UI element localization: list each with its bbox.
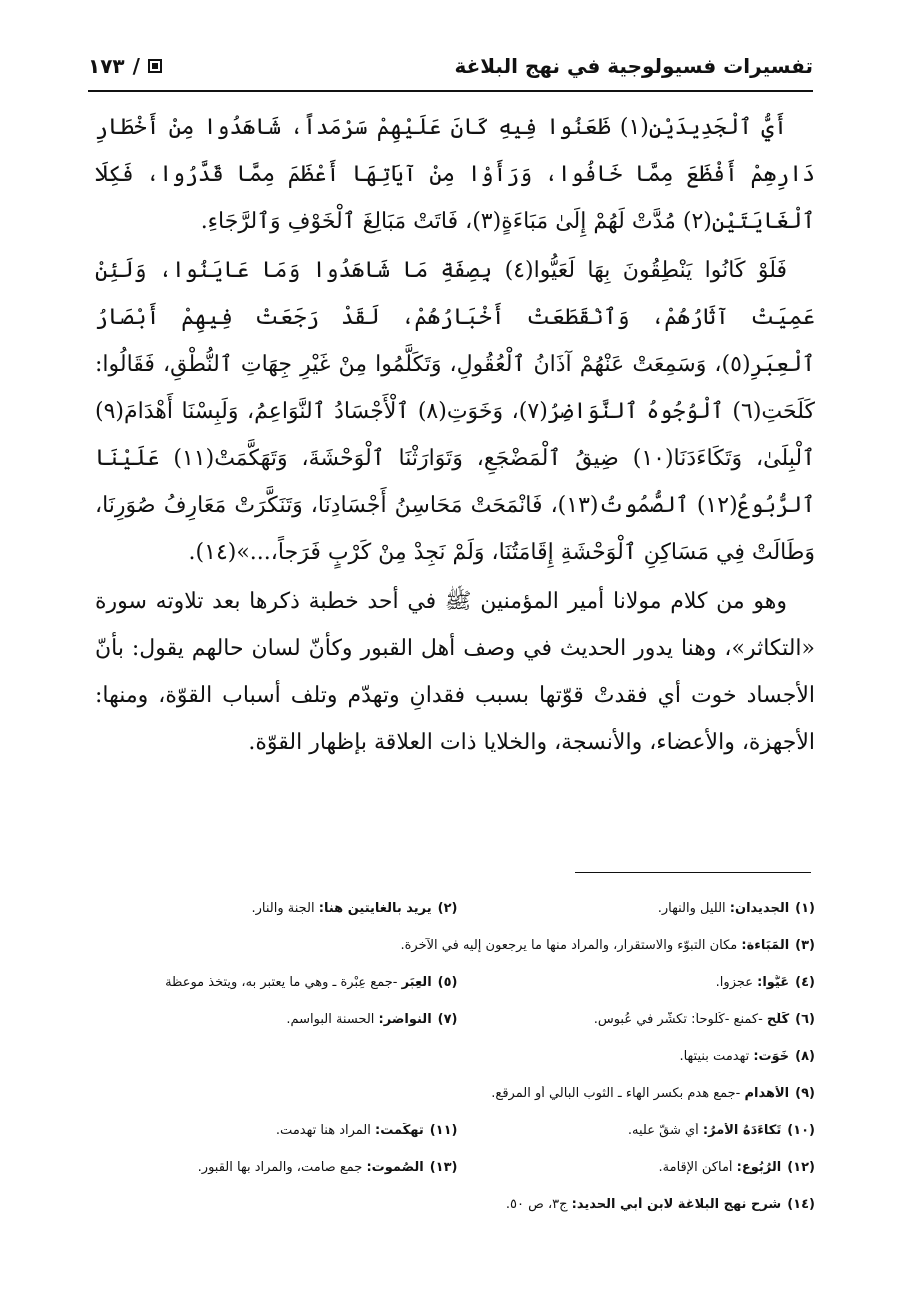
footnote-row	[100, 1149, 815, 1186]
footnote-separator	[575, 872, 811, 873]
footnote-5: (٥)العِبَر -جمع عِبْرة ـ وهي ما يعتبر به، ويتخذ موعظة	[165, 975, 458, 990]
footnote-4: (٤)عَيُّوا: عجزوا.	[715, 975, 815, 990]
footnote-7: (٧)النواضر: الحسنة البواسم.	[286, 1012, 458, 1027]
footnote-9: (٩)الأهدام -جمع هدم بكسر الهاء ـ الثوب البالي أو المرقع.	[491, 1086, 815, 1101]
footnote-10: (١٠)تَكاءَدَهُ الأمرُ: أي شقّ عليه.	[627, 1123, 815, 1138]
square-ornament-icon	[148, 59, 162, 73]
footnote-row	[100, 1038, 815, 1075]
footnote-14: (١٤)شرح نهج البلاغة لابن أبي الحديد: ج٣، ص ٥٠.	[505, 1197, 815, 1212]
footnote-3: (٣)المَبَاءة: مكان التبوّء والاستقرار، والمراد منها ما يرجعون إليه في الآخرة.	[400, 938, 815, 953]
page-number-block	[88, 54, 162, 78]
footnote-6: (٦)كَلَح -كمنع -كُلُوحاً: تكشّر في عُبوس.	[593, 1012, 815, 1027]
quote-paragraph-1: أَيُّ ٱلْجَدِيدَيْنِ(١) ظَعَنُوا فِيهِ كَانَ عَلَيْهِمْ سَرْمَداً، شَاهَدُوا مِنْ أَخْطَارِ دَارِهِمْ أَفْظَعَ مِمَّا خَافُوا، وَرَأَوْا مِنْ آيَاتِهَا أَعْظَمَ مِمَّا قَدَّرُوا، فَكِلَا ٱلْغَايَتَيْنِ(٢) مُدَّتْ لَهُمْ إِلَىٰ مَبَاءَةٍ(٣)، فَاتَتْ مَبَالِغَ ٱلْخَوْفِ وَٱلرَّجَاءِ.	[95, 115, 815, 234]
footnote-2: (٢)يريد بالغايتين هنا: الجنة والنار.	[251, 901, 458, 916]
running-header	[88, 42, 813, 92]
footnote-row	[100, 1001, 815, 1038]
footnote-row	[100, 890, 815, 927]
main-text	[95, 104, 815, 768]
footnote-11: (١١)تهكّمت: المراد هنا تهدمت.	[275, 1123, 458, 1138]
footnote-row	[100, 1075, 815, 1112]
slash-separator: /	[132, 54, 140, 78]
footnote-1: (١)الجديدان: الليل والنهار.	[657, 901, 815, 916]
footnote-row	[100, 1186, 815, 1223]
footnotes	[100, 890, 815, 1223]
footnote-13: (١٣)الصُموت: جمع صامت، والمراد بها القبور.	[197, 1160, 458, 1175]
quote-paragraph-2: فَلَوْ كَانُوا يَنْطِقُونَ بِهَا لَعَيُّوا(٤) بِصِفَةِ مَا شَاهَدُوا وَمَا عَايَنُوا، وَلَئِنْ عَمِيَتْ آثَارُهُمْ، وَٱنْقَطَعَتْ أَخْبَارُهُمْ، لَقَدْ رَجَعَتْ فِيهِمْ أَبْصَارُ ٱلْعِبَرِ(٥)، وَسَمِعَتْ عَنْهُمْ آذَانُ ٱلْعُقُولِ، وَتَكَلَّمُوا مِنْ غَيْرِ جِهَاتِ ٱلنُّطْقِ، فَقَالُوا: كَلَحَتِ(٦) ٱلْوُجُوهُ ٱلنَّوَاضِرُ(٧)، وَخَوَتِ(٨) ٱلْأَجْسَادُ ٱلنَّوَاعِمُ، وَلَبِسْنَا أَهْدَامَ(٩) ٱلْبِلَىٰ، وَتَكَاءَدَنَا(١٠) ضِيقُ ٱلْمَضْجَعِ، وَتَوَارَثْنَا ٱلْوَحْشَةَ، وَتَهَكَّمَتْ(١١) عَلَيْنَا ٱلرُّبُوعُ(١٢) ٱلصُّمُوتُ(١٣)، فَانْمَحَتْ مَحَاسِنُ أَجْسَادِنَا، وَتَنَكَّرَتْ مَعَارِفُ صُوَرِنَا، وَطَالَتْ فِي مَسَاكِنِ ٱلْوَحْشَةِ إِقَامَتُنَا، وَلَمْ نَجِدْ مِنْ كَرْبٍ فَرَجاً،...»(١٤).	[95, 258, 815, 565]
commentary-paragraph: وهو من كلام مولانا أمير المؤمنين ﷺ في أحد خطبة ذكرها بعد تلاوته سورة «التكاثر»، وهنا يدور الحديث في وصف أهل القبور وكأنّ لسان حالهم يقول: بأنّ الأجساد خوت أي فقدتْ قوّتها بسبب فقدانِ وتهدّم وتلف أسباب القوّة، ومنها: الأجهزة، والأعضاء، والأنسجة، والخلايا ذات العلاقة بإظهار القوّة.	[95, 589, 815, 755]
footnote-row	[100, 964, 815, 1001]
page-number: ١٧٣	[88, 54, 125, 78]
footnote-12: (١٢)الرُبُوع: أماكن الإقامة.	[658, 1160, 815, 1175]
footnote-8: (٨)خَوَت: تهدمت بنيتها.	[679, 1049, 815, 1064]
footnote-row	[100, 927, 815, 964]
footnote-row	[100, 1112, 815, 1149]
book-title: تفسيرات فسيولوجية في نهج البلاغة	[454, 54, 813, 78]
